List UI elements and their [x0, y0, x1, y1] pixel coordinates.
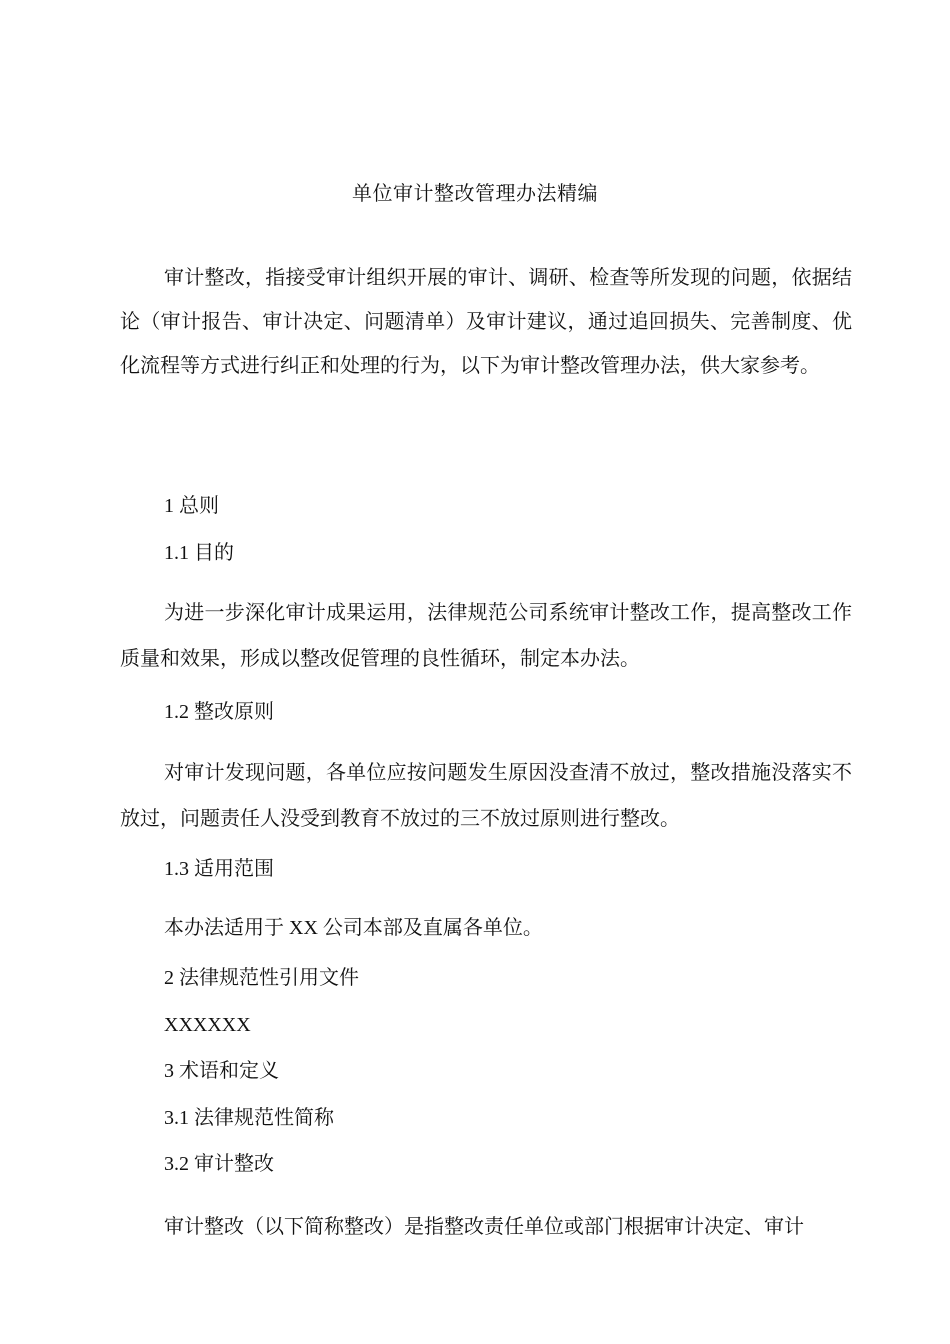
section-heading-2: 2 法律规范性引用文件	[164, 967, 359, 989]
section-heading-1: 1 总则	[164, 495, 219, 517]
paragraph-2: XXXXXX	[164, 1014, 251, 1036]
paragraph-3-2: 审计整改（以下简称整改）是指整改责任单位或部门根据审计决定、审计	[164, 1216, 804, 1238]
section-heading-3-2: 3.2 审计整改	[164, 1153, 274, 1175]
paragraph-1-3: 本办法适用于 XX 公司本部及直属各单位。	[164, 917, 543, 939]
paragraph-1-2: 对审计发现问题，各单位应按问题发生原因没查清不放过，整改措施没落实不放过，问题责任人没受到教育不放过的三不放过原则进行整改。	[120, 762, 852, 830]
document-title: 单位审计整改管理办法精编	[352, 183, 598, 205]
paragraph-1-1: 为进一步深化审计成果运用，法律规范公司系统审计整改工作，提高整改工作质量和效果，形成以整改促管理的良性循环，制定本办法。	[120, 602, 852, 670]
intro-paragraph: 审计整改，指接受审计组织开展的审计、调研、检查等所发现的问题，依据结论（审计报告、审计决定、问题清单）及审计建议，通过追回损失、完善制度、优化流程等方式进行纠正和处理的行为，以下为审计整改管理办法，供大家参考。	[120, 267, 852, 377]
section-heading-1-2: 1.2 整改原则	[164, 701, 274, 723]
section-heading-1-3: 1.3 适用范围	[164, 858, 274, 880]
section-heading-3: 3 术语和定义	[164, 1060, 279, 1082]
section-heading-1-1: 1.1 目的	[164, 542, 234, 564]
section-heading-3-1: 3.1 法律规范性简称	[164, 1107, 334, 1129]
